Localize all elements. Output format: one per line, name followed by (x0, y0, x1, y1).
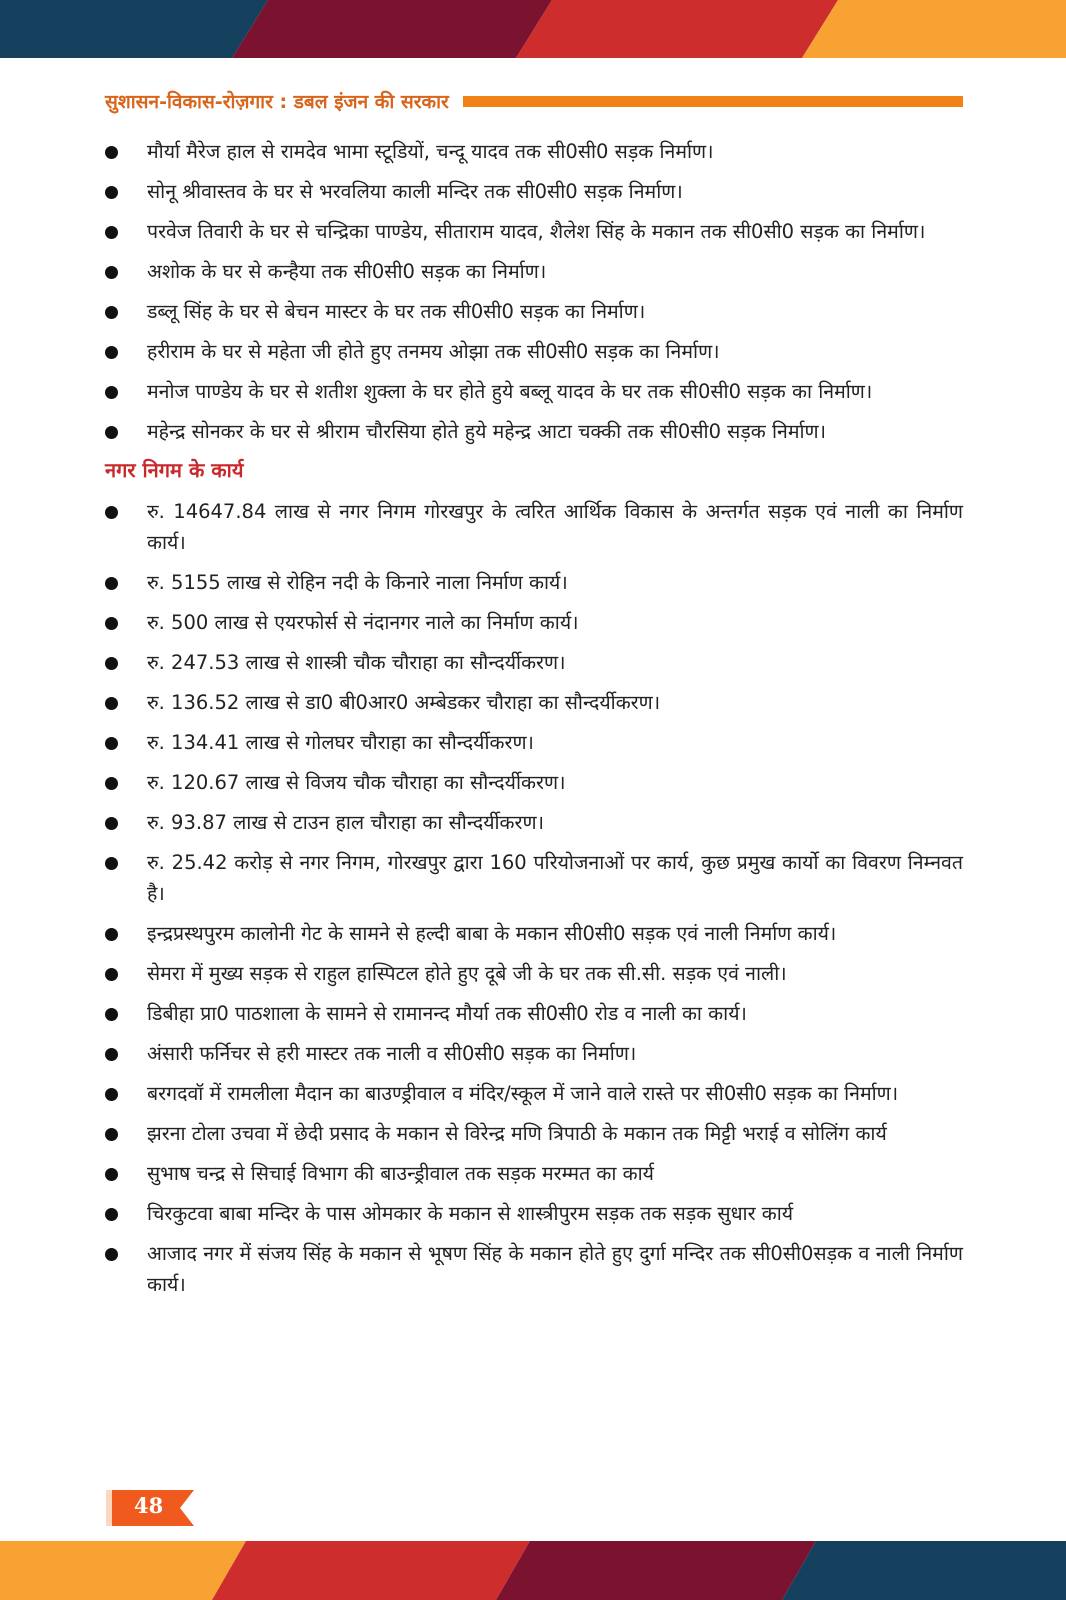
list-item: रु. 120.67 लाख से विजय चौक चौराहा का सौन्दर्यीकरण। (105, 767, 963, 798)
list-item: हरीराम के घर से महेता जी होते हुए तनमय ओझा तक सी0सी0 सड़क का निर्माण। (105, 336, 963, 367)
list-item: रु. 500 लाख से एयरफोर्स से नंदानगर नाले का निर्माण कार्य। (105, 607, 963, 638)
municipal-works-list (105, 496, 963, 1300)
bullet-icon (105, 1168, 118, 1181)
top-band-navy (0, 0, 268, 58)
bullet-icon (105, 1048, 118, 1061)
bullet-icon (105, 1008, 118, 1021)
list-item: सुभाष चन्द्र से सिचाई विभाग की बाउन्ड्रीवाल तक सड़क मरम्मत का कार्य (105, 1158, 963, 1189)
bullet-icon (105, 577, 118, 590)
bullet-icon (105, 657, 118, 670)
section-heading: नगर निगम के कार्य (105, 458, 244, 482)
top-band-graphic (0, 0, 1066, 58)
bottom-band-navy (782, 1541, 1066, 1600)
list-item: अंसारी फर्निचर से हरी मास्टर तक नाली व सी0सी0 सड़क का निर्माण। (105, 1038, 963, 1069)
page-content (105, 136, 963, 1309)
bullet-icon (105, 1088, 118, 1101)
bullet-icon (105, 1128, 118, 1141)
bullet-icon (105, 146, 118, 159)
road-works-list (105, 136, 963, 447)
bullet-icon (105, 737, 118, 750)
bullet-icon (105, 386, 118, 399)
list-item: मनोज पाण्डेय के घर से शतीश शुक्ला के घर होते हुये बब्लू यादव के घर तक सी0सी0 सड़क का निर्माण। (105, 376, 963, 407)
list-item: डिबीहा प्रा0 पाठशाला के सामने से रामानन्द मौर्या तक सी0सी0 रोड व नाली का कार्य। (105, 998, 963, 1029)
bullet-icon (105, 857, 118, 870)
list-item: महेन्द्र सोनकर के घर से श्रीराम चौरसिया होते हुये महेन्द्र आटा चक्की तक सी0सी0 सड़क निर्माण। (105, 416, 963, 447)
bullet-icon (105, 617, 118, 630)
list-item: रु. 247.53 लाख से शास्त्री चौक चौराहा का सौन्दर्यीकरण। (105, 647, 963, 678)
page-number: 48 (134, 1493, 164, 1518)
bottom-color-band (0, 1541, 1066, 1600)
bullet-icon (105, 817, 118, 830)
list-item: डब्लू सिंह के घर से बेचन मास्टर के घर तक सी0सी0 सड़क का निर्माण। (105, 296, 963, 327)
list-item: इन्द्रप्रस्थपुरम कालोनी गेट के सामने से हल्दी बाबा के मकान सी0सी0 सड़क एवं नाली निर्माण कार्य। (105, 918, 963, 949)
bullet-icon (105, 968, 118, 981)
bullet-icon (105, 266, 118, 279)
list-item: रु. 5155 लाख से रोहिन नदी के किनारे नाला निर्माण कार्य। (105, 567, 963, 598)
list-item: आजाद नगर में संजय सिंह के मकान से भूषण सिंह के मकान होते हुए दुर्गा मन्दिर तक सी0सी0सड़क व नाली निर्माण कार्य। (105, 1238, 963, 1300)
list-item: परवेज तिवारी के घर से चन्द्रिका पाण्डेय, सीताराम यादव, शैलेश सिंह के मकान तक सी0सी0 सड़क का निर्माण। (105, 216, 963, 247)
bullet-icon (105, 506, 118, 519)
list-item: रु. 25.42 करोड़ से नगर निगम, गोरखपुर द्वारा 160 परियोजनाओं पर कार्य, कुछ प्रमुख कार्यो का विवरण निम्नवत है। (105, 847, 963, 909)
bullet-icon (105, 1208, 118, 1221)
bullet-icon (105, 306, 118, 319)
page-number-tab (106, 1490, 196, 1526)
bullet-icon (105, 426, 118, 439)
list-item: रु. 14647.84 लाख से नगर निगम गोरखपुर के त्वरित आर्थिक विकास के अन्तर्गत सड़क एवं नाली का निर्माण कार्य। (105, 496, 963, 558)
top-band-maroon (232, 0, 552, 58)
header-rule (463, 96, 963, 107)
list-item: अशोक के घर से कन्हैया तक सी0सी0 सड़क का निर्माण। (105, 256, 963, 287)
list-item: रु. 93.87 लाख से टाउन हाल चौराहा का सौन्दर्यीकरण। (105, 807, 963, 838)
list-item: रु. 134.41 लाख से गोलघर चौराहा का सौन्दर्यीकरण। (105, 727, 963, 758)
list-item: चिरकुटवा बाबा मन्दिर के पास ओमकार के मकान से शास्त्रीपुरम सड़क तक सड़क सुधार कार्य (105, 1198, 963, 1229)
list-item: रु. 136.52 लाख से डा0 बी0आर0 अम्बेडकर चौराहा का सौन्दर्यीकरण। (105, 687, 963, 718)
list-item: सोनू श्रीवास्तव के घर से भरवलिया काली मन्दिर तक सी0सी0 सड़क निर्माण। (105, 176, 963, 207)
bullet-icon (105, 186, 118, 199)
list-item: सेमरा में मुख्य सड़क से राहुल हास्पिटल होते हुए दूबे जी के घर तक सी.सी. सड़क एवं नाली। (105, 958, 963, 989)
top-band-orange (802, 0, 1066, 58)
list-item: मौर्या मैरेज हाल से रामदेव भामा स्टूडियों, चन्दू यादव तक सी0सी0 सड़क निर्माण। (105, 136, 963, 167)
list-item: झरना टोला उचवा में छेदी प्रसाद के मकान से विरेन्द्र मणि त्रिपाठी के मकान तक मिट्टी भराई व सोलिंग कार्य (105, 1118, 963, 1149)
top-band-red (516, 0, 838, 58)
top-color-band (0, 0, 1066, 58)
bottom-band-red (212, 1541, 530, 1600)
bottom-band-graphic (0, 1541, 1066, 1600)
bullet-icon (105, 777, 118, 790)
bullet-icon (105, 1248, 118, 1261)
bottom-band-orange (0, 1541, 246, 1600)
running-header (105, 86, 963, 116)
bullet-icon (105, 226, 118, 239)
bullet-icon (105, 928, 118, 941)
list-item: बरगदवॉ में रामलीला मैदान का बाउण्ड्रीवाल व मंदिर/स्कूल में जाने वाले रास्ते पर सी0सी0 सड़क का निर्माण। (105, 1078, 963, 1109)
bottom-band-maroon (496, 1541, 816, 1600)
bullet-icon (105, 697, 118, 710)
bullet-icon (105, 346, 118, 359)
header-title: सुशासन-विकास-रोज़गार : डबल इंजन की सरकार (105, 91, 449, 113)
